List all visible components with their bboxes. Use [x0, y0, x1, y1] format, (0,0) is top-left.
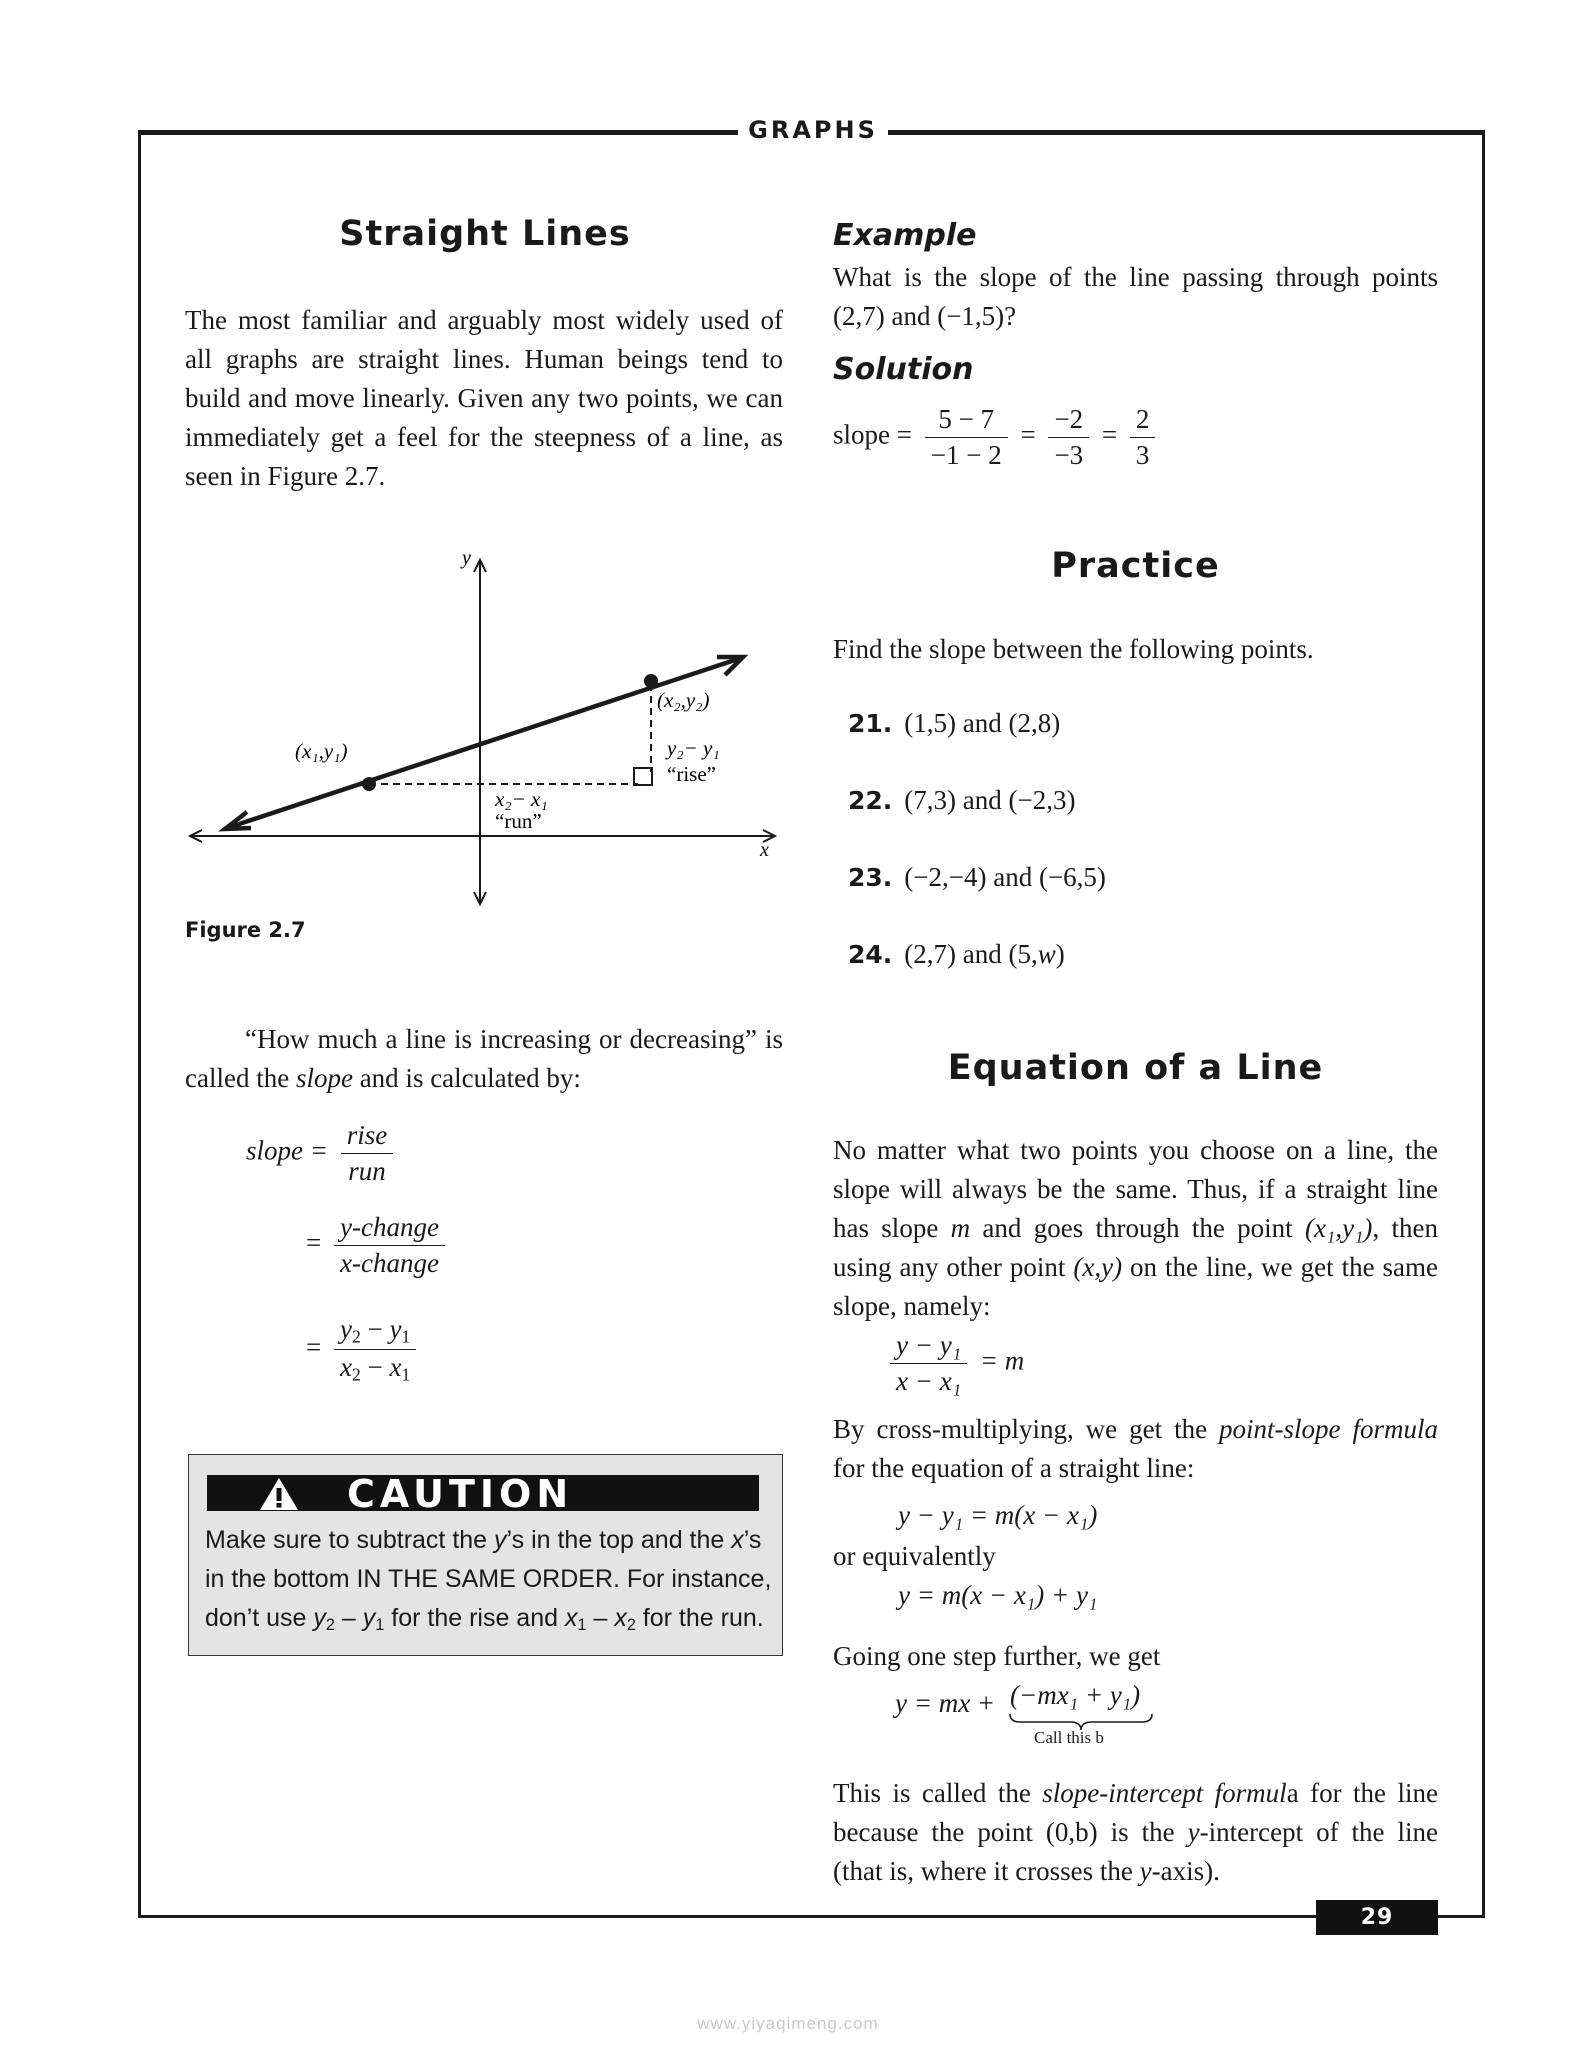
- frame-rule-bottom: [138, 1915, 1485, 1918]
- caution-title: CAUTION: [347, 1472, 574, 1516]
- practice-intro: Find the slope between the following points.: [833, 634, 1314, 664]
- running-head: GRAPHS: [748, 116, 878, 144]
- point-1-label: (x₁,y₁): [295, 739, 348, 763]
- caution-text: Make sure to subtract the y’s in the top and the x’s in the bottom IN THE SAME ORDER. For instance, don’t use $y_2 - y_1$ for the rise and $x_1 - x_2$ for the run.: [205, 1526, 772, 1635]
- y-axis-label: y: [462, 552, 471, 569]
- example-text: What is the slope of the line passing through points (2,7) and (−1,5)?: [833, 262, 1438, 331]
- solution-equation: slope = $\frac{5 - 7}{-1 - 2}$ = $\frac{-2}{-3}$ = $\frac{2}{3}$: [833, 404, 1161, 471]
- solution-label: Solution: [833, 352, 974, 387]
- watermark: www.yiyaqimeng.com: [697, 2014, 879, 2033]
- heading-equation-of-a-line: Equation of a Line: [947, 1048, 1324, 1088]
- frame-rule-left: [138, 130, 141, 1918]
- run-word: “run”: [495, 809, 542, 833]
- problem-22: 22. (7,3) and (−2,3): [848, 785, 1076, 815]
- caution-banner: [207, 1472, 759, 1516]
- cross-multiply-paragraph: By cross-multiplying, we get the point-slope formula for the equation of a straight line:: [833, 1414, 1439, 1483]
- intro-paragraph: The most familiar and arguably most widely used of all graphs are straight lines. Human beings tend to build and move linearly. Given any two points, we can immediately get a feel for the steepness of a line, as seen in Figure 2.7.: [185, 305, 783, 491]
- caution-box: [188, 1454, 783, 1656]
- further-text: Going one step further, we get: [833, 1641, 1161, 1671]
- warning-icon: [259, 1477, 299, 1511]
- point-2-label: (x₂,y₂): [657, 688, 710, 712]
- rise-expression: y₂− y₁: [667, 736, 720, 760]
- problem-24: 24. (2,7) and (5,w): [848, 939, 1065, 969]
- slope-intercept-lhs: y = mx +: [895, 1688, 996, 1718]
- problem-21: 21. (1,5) and (2,8): [848, 708, 1061, 738]
- point-slope-equation-1: y − y₁ = m(x − x₁): [898, 1500, 1098, 1530]
- point-2: [644, 674, 658, 688]
- or-equivalently: or equivalently: [833, 1541, 996, 1571]
- slope-intro-paragraph: “How much a line is increasing or decreasing” is called the slope and is calculated by:: [185, 1024, 783, 1093]
- heading-straight-lines: Straight Lines: [339, 214, 631, 254]
- slope-definition-2: = $\frac{\text{y-change}}{\text{x-change}}$: [306, 1212, 451, 1279]
- point-slope-equation-2: y = m(x − x₁) + y₁: [898, 1580, 1098, 1610]
- right-angle-marker: [634, 768, 652, 785]
- heading-practice: Practice: [1051, 546, 1220, 586]
- ratio-equation: $\frac{\text{y − y₁}}{\text{x − x₁}}$ = m: [884, 1330, 1024, 1397]
- figure-2-7-diagram: [185, 552, 785, 912]
- slope-definition-3: = $\frac{y_2 - y_1}{x_2 - x_1}$: [306, 1314, 422, 1386]
- slope-intercept-group: (−mx₁ + y₁): [1010, 1680, 1141, 1710]
- x-axis-label: x: [760, 839, 769, 861]
- example-label: Example: [833, 218, 977, 253]
- page-number: 29: [1316, 1900, 1438, 1935]
- frame-rule-top-right: [888, 130, 1485, 135]
- equation-paragraph-1: No matter what two points you choose on a line, the slope will always be the same. Thus, if a straight line has slope m and goes through the point (x₁,y₁), then using any other point (x,y) on the line, we get the same slope, namely:: [833, 1135, 1438, 1321]
- figure-caption: Figure 2.7: [185, 918, 306, 942]
- rise-word: “rise”: [667, 762, 716, 786]
- point-1: [362, 777, 376, 791]
- frame-rule-right: [1482, 130, 1485, 1918]
- frame-rule-top-left: [138, 130, 738, 135]
- slope-intercept-paragraph: This is called the slope-intercept formula for the line because the point (0,b) is the y-intercept of the line (that is, where it crosses the y-axis).: [833, 1778, 1439, 1886]
- slope-definition-1: slope = $\frac{\text{rise}}{\text{run}}$: [246, 1120, 399, 1187]
- run-expression: x₂− x₁: [495, 787, 548, 811]
- problem-23: 23. (−2,−4) and (−6,5): [848, 862, 1106, 892]
- call-this-b-label: Call this b: [1034, 1728, 1104, 1747]
